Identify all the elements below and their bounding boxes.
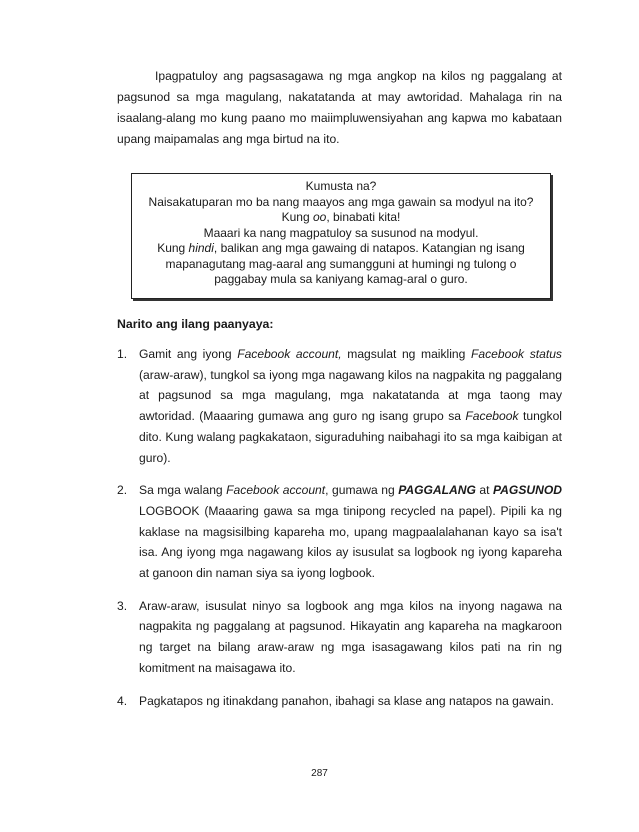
- item-text: Pagkatapos ng itinakdang panahon, ibahagi sa klase ang natapos na gawain.: [139, 693, 554, 708]
- item-number: 3.: [117, 598, 128, 613]
- box-line-yes-pre: Kung: [281, 210, 313, 224]
- box-line-yes-em: oo: [312, 210, 327, 224]
- item-text-italic: Facebook account,: [237, 347, 342, 361]
- item-text: tungkol dito. Kung walang pagkakataon, siguraduhing naibahagi ito sa mga kaibigan at guro).: [139, 409, 562, 465]
- box-line-next: Maaari ka nang magpatuloy sa susunod na modyul.: [203, 225, 479, 240]
- section-heading: Narito ang ilang paanyaya:: [117, 317, 274, 331]
- box-line-question: Naisakatuparan mo ba nang maayos ang mga gawain sa modyul na ito?: [148, 194, 534, 209]
- item-number: 4.: [117, 693, 128, 708]
- item-text-italic: Facebook account: [226, 483, 326, 498]
- box-line-no-pre: Kung: [157, 241, 189, 255]
- box-line-yes: [132, 210, 550, 226]
- intro-text: Ipagpatuloy ang pagsasagawa ng mga angkop na kilos ng paggalang at pagsunod sa mga magulang, nakatatanda at may awtoridad. Mahalaga rin na isaalang-alang mo kung paano mo maiimpluwensiyahan ang kapwa mo kabataan upang maipamalas ang mga birtud na ito.: [117, 69, 562, 146]
- page-number: 287: [311, 768, 328, 779]
- box-line-no: [132, 241, 550, 288]
- item-text-bold-italic: PAGSUNOD: [493, 483, 562, 498]
- list-item: [117, 596, 562, 679]
- list-item: [117, 344, 562, 468]
- item-text-bold-italic: PAGGALANG: [398, 483, 476, 498]
- item-number: 1.: [117, 347, 128, 361]
- list-item: [117, 691, 562, 712]
- list-item: [117, 480, 562, 584]
- box-line-yes-post: , binabati kita!: [326, 210, 401, 224]
- item-text: magsulat ng maikling: [341, 347, 471, 361]
- item-text-italic: Facebook: [465, 409, 519, 424]
- invitation-list: [117, 344, 562, 723]
- box-line-no-em: hindi: [188, 241, 214, 255]
- box-line-no-post: , balikan ang mga gawaing di natapos. Katangian ng isang mapanagutang mag-aaral ang sumangguni at humingi ng tulong o paggabay mula sa kaniyang kamag-aral o guro.: [165, 241, 525, 286]
- item-number: 2.: [117, 483, 128, 498]
- box-line-greeting: Kumusta na?: [305, 179, 377, 193]
- item-text: at: [475, 483, 494, 498]
- intro-paragraph: [117, 66, 562, 150]
- reminder-box: [131, 173, 551, 299]
- item-text: (araw-araw), tungkol sa iyong mga nagawang kilos na nagpakita ng paggalang at pagsunod sa mga magulang, mga nakatatanda at mga taong may awtoridad. (Maaaring gumawa ang guro ng isang grupo sa: [139, 367, 562, 424]
- item-text: Gamit ang iyong: [139, 347, 238, 361]
- item-text: Araw-araw, isusulat ninyo sa logbook ang mga kilos na inyong nagawa na nagpakita ng paggalang at pagsunod. Hikayatin ang kapareha na magkaroon ng target na bilang araw-araw ng mga isasagawang kilos pati na rin ng komitment na maisagawa ito.: [139, 598, 562, 675]
- item-text: , gumawa ng: [325, 483, 399, 498]
- item-text-italic: Facebook status: [470, 347, 562, 361]
- item-text: Sa mga walang: [139, 483, 227, 498]
- item-text: LOGBOOK (Maaaring gawa sa mga tinipong recycled na papel). Pipili ka ng kaklase na magsisilbing kapareha mo, upang magpaalalahanan kayo sa isa't isa. Ang iyong mga nagawang kilos ay isusulat sa logbook ng iyong kapareha at ganoon din naman siya sa iyong logbook.: [139, 503, 562, 581]
